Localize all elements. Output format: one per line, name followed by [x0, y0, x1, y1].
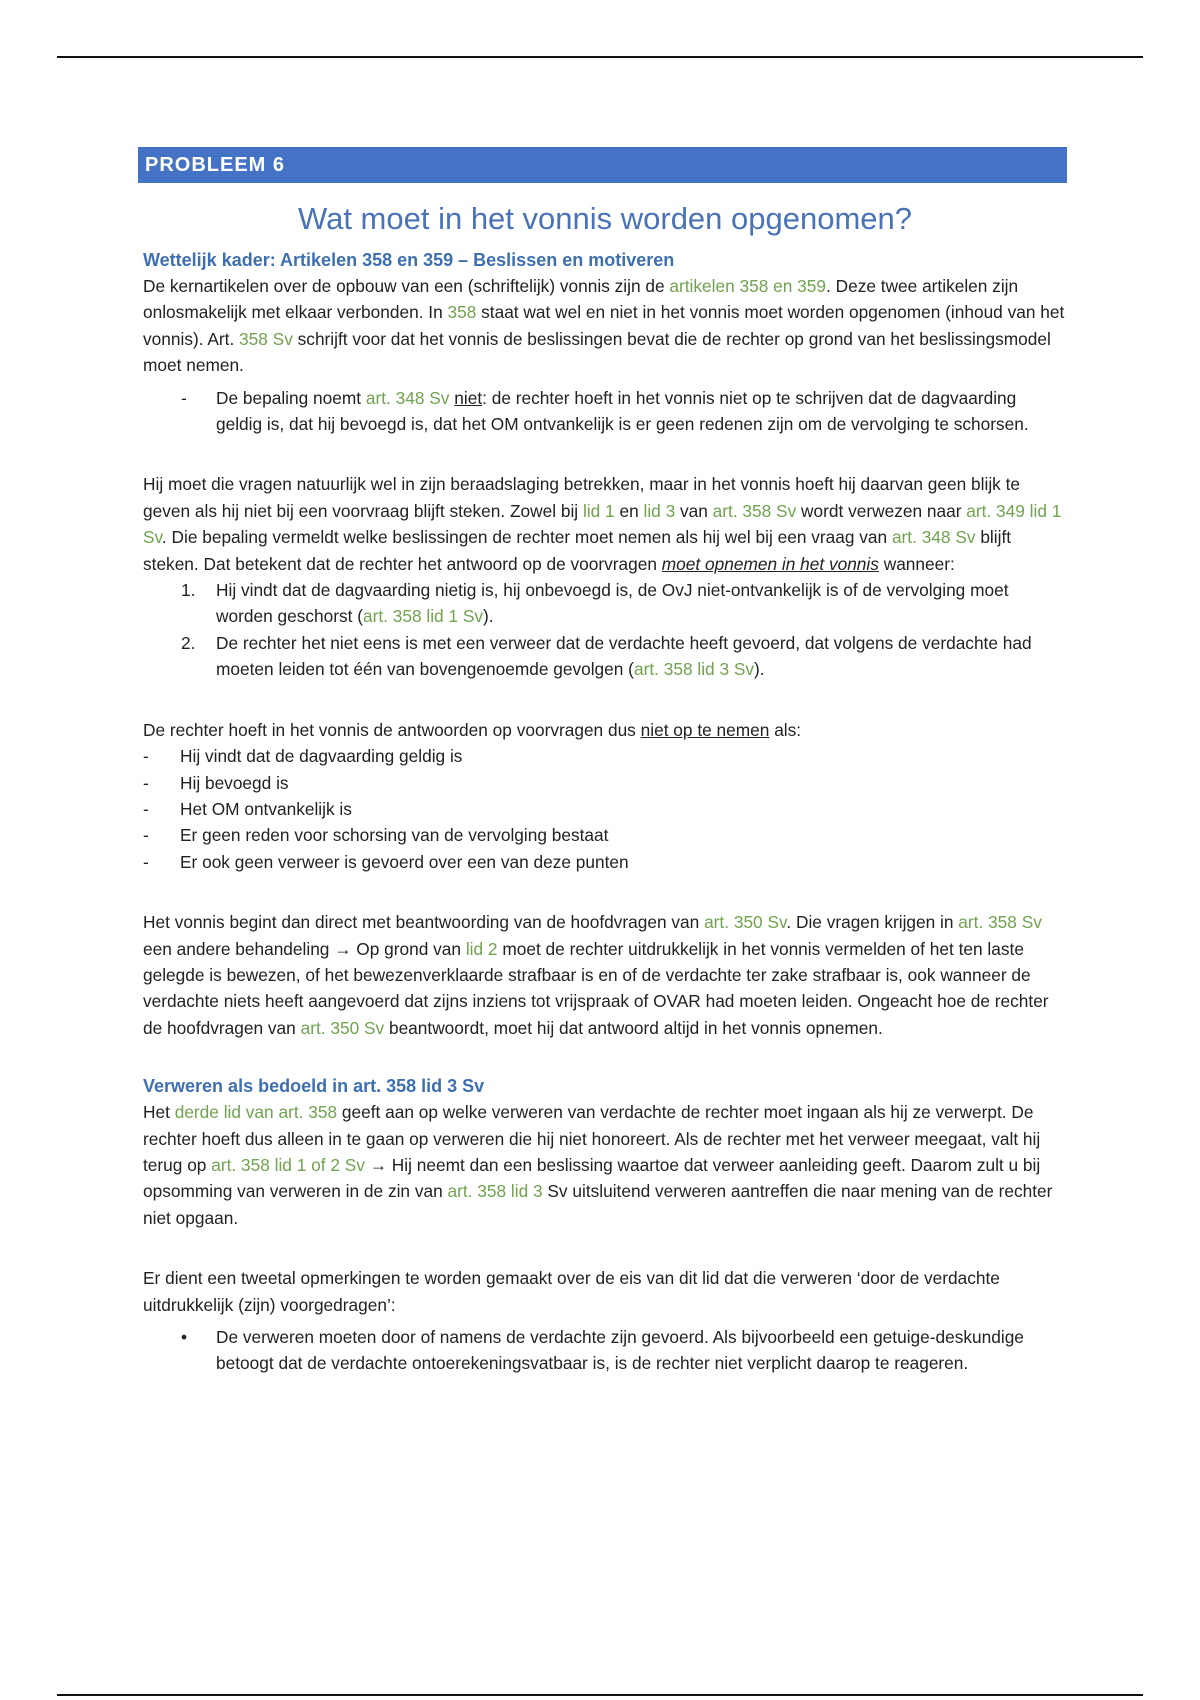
paragraph-opmerkingen: Er dient een tweetal opmerkingen te worden gemaakt over de eis van dit lid dat die verweren ‘door de verdachte uitdrukkelijk (zijn) voorgedragen’: — [143, 1268, 1000, 1315]
article-ref: art. 350 Sv — [300, 1017, 385, 1038]
article-ref: derde lid van art. 358 — [174, 1102, 338, 1123]
paragraph-kernartikelen: De kernartikelen over de opbouw van een (schriftelijk) vonnis zijn de artikelen 358 en 359. Deze twee artikelen zijn onlosmakelijk met elkaar verbonden. In 358 staat wat wel en niet in het vonnis moet worden opgenomen (inhoud van het vonnis). Art. 358 Sv schrijft voor dat het vonnis de beslissingen bevat die de rechter op grond van het beslissingsmodel moet nemen. — [143, 276, 1065, 376]
underlined-italic-text: moet opnemen in het vonnis — [661, 553, 879, 574]
dash-marker: - — [143, 746, 149, 767]
dash-marker: - — [143, 772, 149, 793]
underlined-text: niet op te nemen — [640, 719, 770, 740]
dash-marker: - — [143, 825, 149, 846]
bullet-marker: • — [181, 1327, 188, 1347]
paragraph-niet-opnemen: De rechter hoeft in het vonnis de antwoorden op voorvragen dus niet op te nemen als: — [143, 719, 802, 740]
bullet-list-verweren — [143, 1324, 1067, 1377]
numbered-list — [143, 577, 1067, 683]
article-ref: art. 349 lid 1 Sv — [143, 500, 1062, 548]
list-item: - Hij bevoegd is — [143, 770, 1067, 796]
list-item: - De bepaling noemt art. 348 Sv niet: de rechter hoeft in het vonnis niet op te schrijven dat de dagvaarding geldig is, dat hij bevoegd is, dat het OM ontvankelijk is er geen redenen zijn om de vervolging te schorsen. — [143, 385, 1067, 438]
page-content — [143, 147, 1067, 1377]
article-ref: art. 358 lid 3 Sv — [633, 659, 755, 680]
article-ref: lid 3 — [643, 500, 676, 521]
list-item: - Er ook geen verweer is gevoerd over een van deze punten — [143, 849, 1067, 875]
article-ref: art. 358 Sv — [958, 912, 1042, 933]
top-rule — [57, 56, 1143, 58]
article-ref: artikelen 358 en 359 — [669, 276, 827, 296]
list-number: 2. — [181, 632, 196, 653]
article-ref: art. 358 lid 1 of 2 Sv — [211, 1154, 365, 1175]
article-ref: lid 1 — [582, 500, 615, 521]
article-ref: art. 358 lid 3 — [447, 1181, 543, 1202]
dash-marker: - — [143, 798, 149, 819]
list-item: - Het OM ontvankelijk is — [143, 796, 1067, 822]
underlined-text: niet — [454, 387, 483, 408]
dash-marker: - — [181, 387, 187, 408]
list-item: • De verweren moeten door of namens de verdachte zijn gevoerd. Als bijvoorbeeld een getuige-deskundige betoogt dat de verdachte ontoerekeningsvatbaar is, is de rechter niet verplicht daarop te reageren. — [143, 1324, 1067, 1377]
article-ref: 358 Sv — [239, 328, 293, 349]
heading-verweren: Verweren als bedoeld in art. 358 lid 3 Sv — [143, 1076, 485, 1097]
list-item: - Er geen reden voor schorsing van de vervolging bestaat — [143, 822, 1067, 848]
article-ref: art. 348 Sv — [365, 387, 450, 408]
bullet-list-348 — [143, 385, 1067, 438]
article-ref: 358 — [447, 302, 477, 323]
paragraph-beraadslaging: Hij moet die vragen natuurlijk wel in zijn beraadslaging betrekken, maar in het vonnis hoeft hij daarvan geen blijk te geven als hij niet bij een voorvraag blijft steken. Zowel bij lid 1 en lid 3 van art. 358 Sv wordt verwezen naar art. 349 lid 1 Sv. Die bepaling vermeldt welke beslissingen de rechter moet nemen als hij wel bij een vraag van art. 348 Sv blijft steken. Dat betekent dat de rechter het antwoord op de voorvragen moet opnemen in het vonnis wanneer: — [143, 474, 1062, 574]
list-item: 1. Hij vindt dat de dagvaarding nietig is, hij onbevoegd is, de OvJ niet-ontvankelijk is of de vervolging moet worden geschorst (art. 358 lid 1 Sv). — [143, 577, 1067, 630]
page-title: Wat moet in het vonnis worden opgenomen? — [297, 201, 913, 236]
dash-list — [143, 743, 1067, 875]
article-ref: art. 358 Sv — [712, 500, 797, 521]
article-ref: lid 2 — [465, 938, 498, 959]
paragraph-hoofdvragen: Het vonnis begint dan direct met beantwoording van de hoofdvragen van art. 350 Sv. Die vragen krijgen in art. 358 Sv een andere behandeling → Op grond van lid 2 moet de rechter uitdrukkelijk in het vonnis vermelden of het ten laste gelegde is bewezen, of het bewezenverklaarde strafbaar is en of de verdachte ter zake strafbaar is, ook wanneer de verdachte niets heeft aangevoerd dat zijns inziens tot vrijspraak of OVAR had moeten leiden. Ongeacht hoe de rechter de hoofdvragen van art. 350 Sv beantwoordt, moet hij dat antwoord altijd in het vonnis opnemen. — [143, 912, 1049, 1038]
paragraph-derde-lid: Het derde lid van art. 358 geeft aan op welke verweren van verdachte de rechter moet ingaan als hij ze verwerpt. De rechter hoeft dus alleen in te gaan op verweren die hij niet honoreert. Als de rechter met het verweer meegaat, valt hij terug op art. 358 lid 1 of 2 Sv → Hij neemt dan een beslissing waartoe dat verweer aanleiding geeft. Daarom zult u bij opsomming van verweren in de zin van art. 358 lid 3 Sv uitsluitend verweren aantreffen die naar mening van de rechter niet opgaan. — [143, 1102, 1053, 1228]
list-item: 2. De rechter het niet eens is met een verweer dat de verdachte heeft gevoerd, dat volgens de verdachte had moeten leiden tot één van bovengenoemde gevolgen (art. 358 lid 3 Sv). — [143, 630, 1067, 683]
list-item: - Hij vindt dat de dagvaarding geldig is — [143, 743, 1067, 769]
list-number: 1. — [181, 580, 196, 601]
dash-marker: - — [143, 851, 149, 872]
article-ref: art. 348 Sv — [891, 527, 976, 548]
heading-wettelijk-kader: Wettelijk kader: Artikelen 358 en 359 – Beslissen en motiveren — [143, 250, 675, 270]
bottom-rule — [57, 1694, 1143, 1696]
section-banner: PROBLEEM 6 — [138, 147, 1067, 183]
article-ref: art. 358 lid 1 Sv — [362, 606, 484, 627]
article-ref: art. 350 Sv — [704, 912, 787, 933]
